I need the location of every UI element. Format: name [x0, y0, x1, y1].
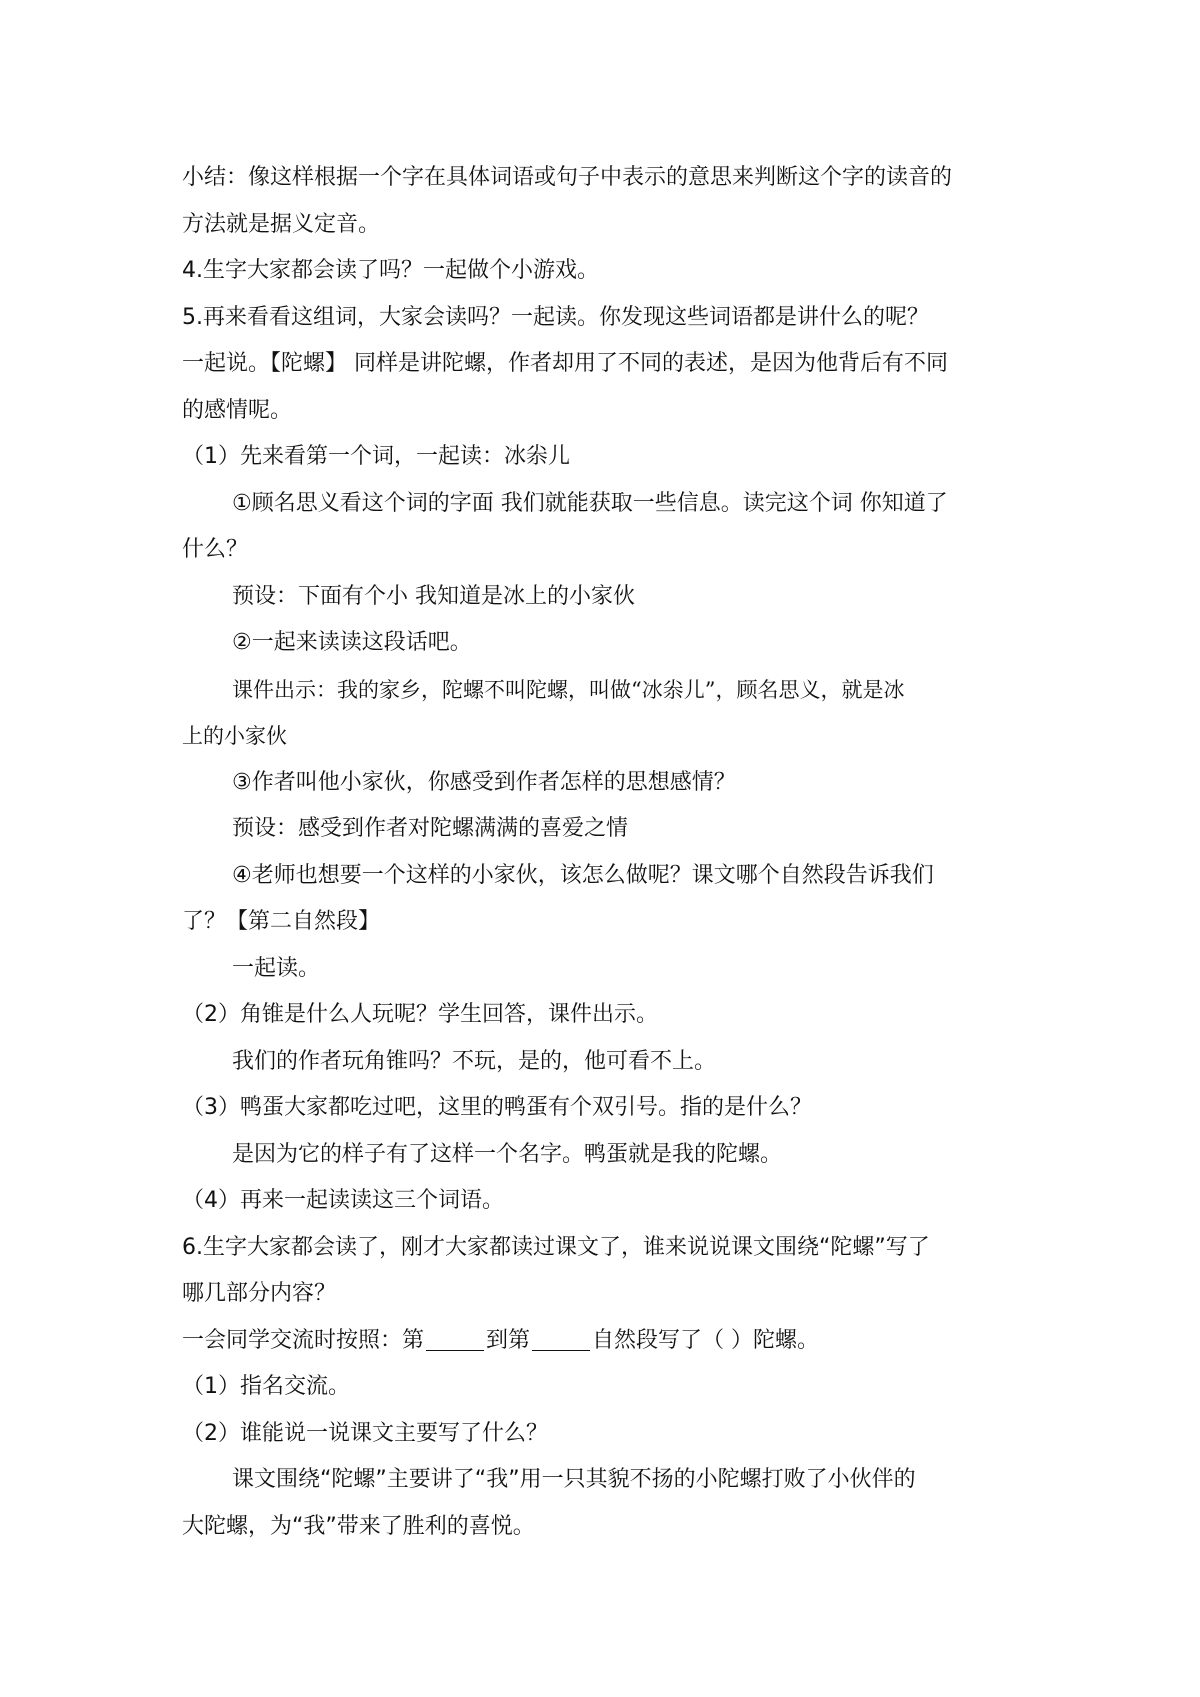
- paragraph-line: 课文围绕“陀螺”主要讲了“我”用一只其貌不扬的小陀螺打败了小伙伴的: [232, 1467, 916, 1492]
- paragraph-line: 了？【第二自然段】: [182, 909, 381, 934]
- paragraph-line: ①顾名思义看这个词的字面 我们就能获取一些信息。读完这个词 你知道了: [232, 490, 948, 516]
- fill-text-part2: 到第: [486, 1327, 531, 1353]
- fill-in-blank-line: [182, 1318, 1030, 1365]
- paragraph-line: 小结：像这样根据一个字在具体词语或句子中表示的意思来判断这个字的读音的: [182, 165, 953, 190]
- paragraph-line: 一起读。: [232, 955, 321, 981]
- paragraph-line: ④老师也想要一个这样的小家伙，该怎么做呢？课文哪个自然段告诉我们: [232, 862, 934, 888]
- paragraph-line: 大陀螺，为“我”带来了胜利的喜悦。: [182, 1513, 535, 1539]
- blank-underline: [426, 1328, 484, 1351]
- paragraph-line: 我们的作者玩角锥吗？不玩，是的，他可看不上。: [232, 1048, 717, 1074]
- paragraph-line: 6.生字大家都会读了，刚才大家都读过课文了，谁来说说课文围绕“陀螺”写了: [182, 1234, 930, 1260]
- paragraph-line: （1）先来看第一个词，一起读：冰尜儿: [182, 444, 570, 469]
- paragraph-line: （3）鸭蛋大家都吃过吧，这里的鸭蛋有个双引号。指的是什么？: [182, 1095, 812, 1120]
- paragraph-line: 是因为它的样子有了这样一个名字。鸭蛋就是我的陀螺。: [232, 1141, 783, 1167]
- paragraph-line: 4.生字大家都会读了吗？一起做个小游戏。: [182, 258, 599, 283]
- paragraph-line: （1）指名交流。: [182, 1374, 350, 1399]
- fill-text-part1: 一会同学交流时按照：第: [182, 1327, 425, 1353]
- paragraph-line: ③作者叫他小家伙，你感受到作者怎样的思想感情？: [232, 769, 736, 795]
- paragraph-line: （4）再来一起读读这三个词语。: [182, 1188, 504, 1213]
- paragraph-line: 的感情呢。: [182, 397, 293, 423]
- paragraph-line: 预设：下面有个小 我知道是冰上的小家伙: [232, 583, 635, 609]
- paragraph-line: 预设：感受到作者对陀螺满满的喜爱之情: [232, 816, 629, 841]
- document-page: [182, 155, 1030, 1550]
- courseware-quote-line: 上的小家伙: [182, 724, 287, 748]
- paragraph-line: 哪几部分内容？: [182, 1281, 337, 1306]
- paragraph-line: ②一起来读读这段话吧。: [232, 630, 472, 655]
- paragraph-line: 什么？: [182, 537, 249, 562]
- paragraph-line: 方法就是据义定音。: [182, 211, 381, 237]
- fill-text-part3: 自然段写了（ ）陀螺。: [592, 1327, 820, 1353]
- paragraph-line: 一起说。【陀螺】 同样是讲陀螺，作者却用了不同的表述，是因为他背后有不同: [182, 351, 948, 376]
- paragraph-line: 5.再来看看这组词，大家会读吗？一起读。你发现这些词语都是讲什么的呢？: [182, 304, 929, 330]
- paragraph-line: （2）角锥是什么人玩呢？学生回答，课件出示。: [182, 1002, 658, 1027]
- paragraph-line: （2）谁能说一说课文主要写了什么？: [182, 1420, 548, 1446]
- blank-underline: [532, 1328, 590, 1351]
- courseware-quote-line: 课件出示：我的家乡，陀螺不叫陀螺，叫做“冰尜儿”，顾名思义，就是冰: [232, 677, 905, 702]
